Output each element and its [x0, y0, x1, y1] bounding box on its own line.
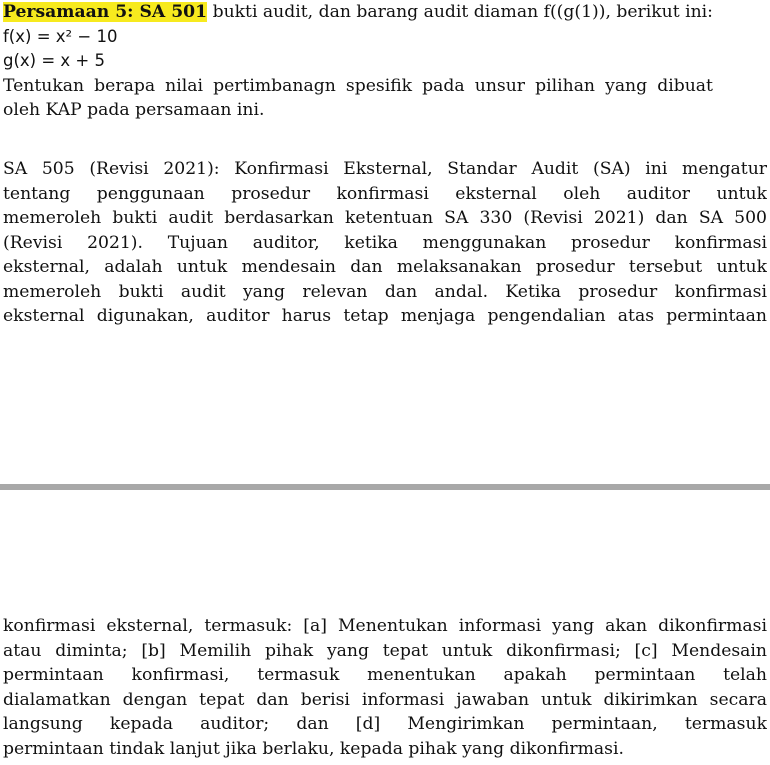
- paragraph-line: permintaan tindak lanjut jika berlaku, kepada pihak yang dikonfirmasi.: [3, 738, 624, 759]
- paragraph-line: memeroleh bukti audit berdasarkan ketentuan SA 330 (Revisi 2021) dan SA 500: [3, 208, 767, 228]
- question-block: [3, 0, 713, 123]
- header-line: [3, 0, 713, 25]
- paragraph-continuation: [3, 614, 767, 761]
- header-text: bukti audit, dan barang audit diaman f((g(1)), berikut ini:: [207, 2, 713, 22]
- paragraph-line: tentang penggunaan prosedur konfirmasi eksternal oleh auditor untuk: [3, 183, 767, 204]
- paragraph-line: konfirmasi eksternal, termasuk: [a] Menentukan informasi yang akan dikonfirmasi: [3, 616, 767, 636]
- paragraph-line: dialamatkan dengan tepat dan berisi informasi jawaban untuk dikirimkan secara: [3, 689, 767, 710]
- paragraph-line: langsung kepada auditor; dan [d] Mengirimkan permintaan, termasuk: [3, 714, 767, 734]
- paragraph-line: eksternal, adalah untuk mendesain dan melaksanakan prosedur tersebut untuk: [3, 257, 767, 277]
- page-divider: [0, 484, 770, 490]
- paragraph-line: SA 505 (Revisi 2021): Konfirmasi Eksternal, Standar Audit (SA) ini mengatur: [3, 159, 767, 179]
- question-line: oleh KAP pada persamaan ini.: [3, 100, 265, 120]
- paragraph-line: memeroleh bukti audit yang relevan dan andal. Ketika prosedur konfirmasi: [3, 281, 767, 302]
- paragraph-sa505: [3, 157, 767, 329]
- paragraph-line: eksternal digunakan, auditor harus tetap menjaga pengendalian atas permintaan: [3, 306, 767, 326]
- highlighted-title: Persamaan 5: SA 501: [3, 2, 208, 22]
- equation-g: g(x) = x + 5: [3, 51, 106, 70]
- equation-f: f(x) = x² − 10: [3, 26, 118, 46]
- paragraph-line: atau diminta; [b] Memilih pihak yang tepat untuk dikonfirmasi; [c] Mendesain: [3, 640, 767, 661]
- paragraph-line: permintaan konfirmasi, termasuk menentukan apakah permintaan telah: [3, 665, 767, 685]
- paragraph-line: (Revisi 2021). Tujuan auditor, ketika menggunakan prosedur konfirmasi: [3, 232, 767, 253]
- question-line: Tentukan berapa nilai pertimbanagn spesifik pada unsur pilihan yang dibuat: [3, 75, 713, 96]
